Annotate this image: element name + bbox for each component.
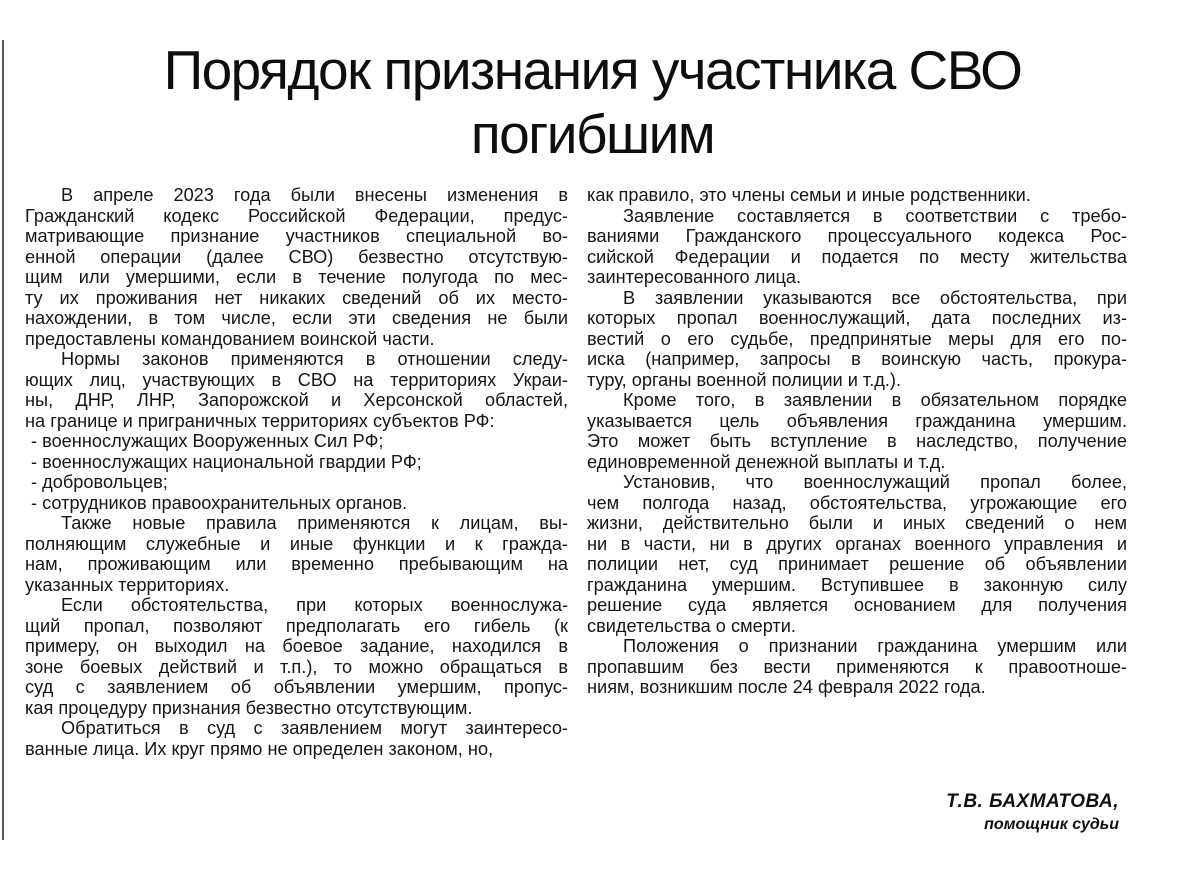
text-line: кая процедуру признания безвестно отсутствующим. (25, 697, 473, 718)
text-line: - добровольцев; (31, 472, 168, 492)
text-line: щим или умершими, если в течение полугода по мес- (25, 267, 568, 287)
text-line: - военнослужащих Вооруженных Сил РФ; (31, 431, 384, 451)
text-line: Обратиться в суд с заявлением могут заинтересо- (61, 718, 568, 738)
text-line: пропавшим без вести применяются к правоотноше- (587, 656, 1127, 677)
text-line: сийской Федерации и подается по месту жительства (587, 246, 1127, 267)
text-line: как правило, это члены семьи и иные родственники. (587, 185, 1031, 205)
text-line: на границе и приграничных территориях субъектов РФ: (25, 410, 495, 431)
text-line: суд с заявлением об объявлении умершим, пропус- (25, 677, 568, 697)
text-line: Заявление составляется в соответствии с требо- (623, 205, 1127, 226)
text-line: Гражданский кодекс Российской Федерации, предус- (25, 205, 568, 226)
text-line: Положения о признании гражданина умершим или (623, 636, 1127, 656)
text-line: вестий о его судьбе, предпринятые меры для его по- (587, 328, 1127, 349)
headline-line: Порядок признания участника СВО (163, 39, 1022, 101)
text-line: жизни, действительно были и иных сведений о нем (587, 513, 1127, 533)
text-line: В апреле 2023 года были внесены изменения в (61, 185, 568, 205)
text-line: полиции нет, суд принимает решение об объявлении (587, 554, 1127, 574)
text-line: - сотрудников правоохранительных органов. (31, 492, 408, 513)
article-headline (0, 38, 1185, 166)
text-line: единовременной денежной выплаты и т.д. (587, 451, 946, 472)
text-line: ванные лица. Их круг прямо не определен законом, но, (25, 738, 494, 759)
text-line: Также новые правила применяются к лицам, вы- (61, 513, 568, 533)
text-line: чем полгода назад, обстоятельства, угрожающие его (587, 492, 1127, 513)
text-line: свидетельства о смерти. (587, 615, 796, 636)
text-line: ны, ДНР, ЛНР, Запорожской и Херсонской областей, (25, 390, 568, 410)
text-line: гражданина умершим. Вступившее в законную силу (587, 574, 1127, 595)
text-line: полняющим служебные и иные функции и к гражда- (25, 533, 568, 554)
text-line: В заявлении указываются все обстоятельства, при (623, 287, 1127, 308)
text-line: - военнослужащих национальной гвардии РФ; (31, 451, 422, 472)
text-line: указанных территориях. (25, 574, 230, 595)
author-signature (946, 790, 1119, 836)
text-line: нам, проживающим или временно пребывающим на (25, 554, 568, 574)
right-text-column (587, 185, 1127, 698)
text-line: Нормы законов применяются в отношении следу- (61, 349, 568, 369)
text-line: заинтересованного лица. (587, 267, 802, 287)
text-line: зоне боевых действий и т.п.), то можно обращаться в (25, 656, 568, 677)
text-line: решение суда является основанием для получения (587, 595, 1127, 615)
text-line: которых пропал военнослужащий, дата последних из- (587, 308, 1127, 328)
text-line: матривающие признание участников специальной во- (25, 226, 568, 246)
text-line: примеру, он выходил на боевое задание, находился в (25, 636, 568, 656)
author-name: Т.В. БАХМАТОВА, (946, 791, 1119, 812)
text-line: ющих лиц, участвующих в СВО на территориях Украи- (25, 369, 568, 390)
text-line: Это может быть вступление в наследство, получение (587, 431, 1127, 451)
text-line: ваниями Гражданского процессуального кодекса Рос- (587, 226, 1127, 246)
text-line: нахождении, в том числе, если эти сведения не были (25, 308, 568, 328)
text-line: Установив, что военнослужащий пропал более, (623, 472, 1127, 492)
headline-line: погибшим (470, 103, 715, 165)
text-line: ни в части, ни в других органах военного управления и (587, 533, 1127, 554)
text-line: щий пропал, позволяют предполагать его гибель (к (25, 615, 568, 636)
text-line: предоставлены командованием воинской части. (25, 328, 435, 349)
text-line: Кроме того, в заявлении в обязательном порядке (623, 390, 1127, 410)
left-text-column (25, 185, 568, 759)
text-line: иска (например, запросы в воинскую часть, прокура- (587, 349, 1127, 369)
text-line: указывается цель объявления гражданина умершим. (587, 410, 1127, 431)
text-line: туру, органы военной полиции и т.д.). (587, 369, 902, 390)
author-title: помощник судьи (984, 816, 1119, 833)
text-line: ниям, возникшим после 24 февраля 2022 года. (587, 677, 986, 697)
text-line: ту их проживания нет никаких сведений об их место- (25, 287, 568, 308)
text-line: енной операции (далее СВО) безвестно отсутствую- (25, 246, 568, 267)
text-line: Если обстоятельства, при которых военнослужа- (61, 595, 568, 615)
